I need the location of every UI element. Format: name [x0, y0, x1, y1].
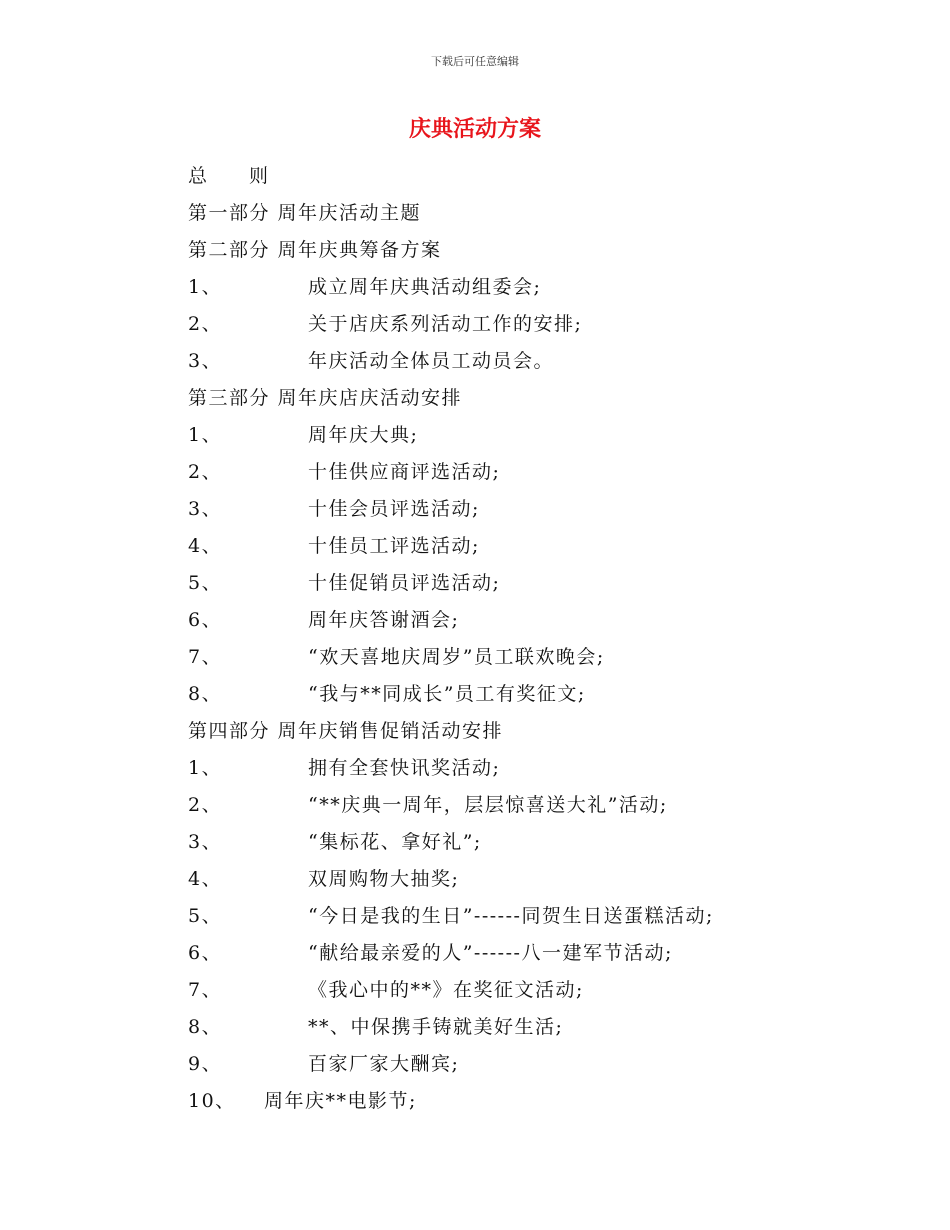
list-item: [188, 269, 888, 306]
list-item: [188, 824, 888, 861]
item-text: “今日是我的生日”------同贺生日送蛋糕活动;: [308, 905, 714, 927]
part2-heading: 第二部分 周年庆典筹备方案: [188, 239, 442, 261]
item-text: “欢天喜地庆周岁”员工联欢晚会;: [308, 646, 605, 668]
item-number: 4、: [188, 868, 223, 890]
item-number: 7、: [188, 646, 223, 668]
list-item: [188, 676, 888, 713]
list-item: [188, 787, 888, 824]
item-number: 1、: [188, 424, 223, 446]
item-text: 十佳供应商评选活动;: [308, 461, 501, 483]
list-item: [188, 306, 888, 343]
item-number: 3、: [188, 350, 223, 372]
item-text: “集标花、拿好礼”;: [308, 831, 482, 853]
list-item: [188, 343, 888, 380]
item-text: 年庆活动全体员工动员会。: [308, 350, 555, 372]
item-text: **、中保携手铸就美好生活;: [308, 1016, 564, 1038]
list-item: [188, 417, 888, 454]
list-item: [188, 602, 888, 639]
item-number: 4、: [188, 535, 223, 557]
list-item: [188, 454, 888, 491]
item-text: 成立周年庆典活动组委会;: [308, 276, 542, 298]
item-text: “献给最亲爱的人”------八一建军节活动;: [308, 942, 673, 964]
list-item: [188, 565, 888, 602]
item-number: 2、: [188, 313, 223, 335]
item-number: 1、: [188, 276, 223, 298]
item-number: 3、: [188, 498, 223, 520]
item-text: 周年庆**电影节;: [264, 1090, 417, 1112]
item-text: 关于店庆系列活动工作的安排;: [308, 313, 583, 335]
list-item: [188, 935, 888, 972]
item-text: 十佳促销员评选活动;: [308, 572, 501, 594]
item-text: 《我心中的**》在奖征文活动;: [308, 979, 584, 1001]
item-number: 8、: [188, 683, 223, 705]
list-item: [188, 491, 888, 528]
item-number: 7、: [188, 979, 223, 1001]
item-text: 周年庆大典;: [308, 424, 419, 446]
item-number: 9、: [188, 1053, 223, 1075]
part3-heading: 第三部分 周年庆店庆活动安排: [188, 387, 463, 409]
part1-heading: 第一部分 周年庆活动主题: [188, 202, 422, 224]
item-text: 周年庆答谢酒会;: [308, 609, 460, 631]
item-text: 双周购物大抽奖;: [308, 868, 460, 890]
general-heading: 总 则: [188, 165, 287, 187]
list-item: [188, 898, 888, 935]
list-item: [188, 972, 888, 1009]
item-text: “我与**同成长”员工有奖征文;: [308, 683, 586, 705]
item-text: 拥有全套快讯奖活动;: [308, 757, 501, 779]
document-title: 庆典活动方案: [408, 117, 541, 142]
item-number: 1、: [188, 757, 223, 779]
item-number: 6、: [188, 609, 223, 631]
header-note: 下载后可任意编辑: [431, 55, 519, 68]
item-number: 2、: [188, 794, 223, 816]
part4-heading: 第四部分 周年庆销售促销活动安排: [188, 720, 504, 742]
item-number: 3、: [188, 831, 223, 853]
item-number: 5、: [188, 905, 223, 927]
item-text: “**庆典一周年，层层惊喜送大礼”活动;: [308, 794, 668, 816]
item-text: 百家厂家大酬宾;: [308, 1053, 460, 1075]
item-number: 6、: [188, 942, 223, 964]
list-item: [188, 1009, 888, 1046]
list-item: [188, 1083, 888, 1120]
list-item: [188, 1046, 888, 1083]
list-item: [188, 528, 888, 565]
item-text: 十佳会员评选活动;: [308, 498, 480, 520]
list-item: [188, 639, 888, 676]
list-item: [188, 750, 888, 787]
item-text: 十佳员工评选活动;: [308, 535, 480, 557]
document-body: [188, 158, 888, 1120]
list-item: [188, 861, 888, 898]
item-number: 2、: [188, 461, 223, 483]
item-number: 8、: [188, 1016, 223, 1038]
item-number: 5、: [188, 572, 223, 594]
item-number: 10、: [188, 1090, 236, 1112]
